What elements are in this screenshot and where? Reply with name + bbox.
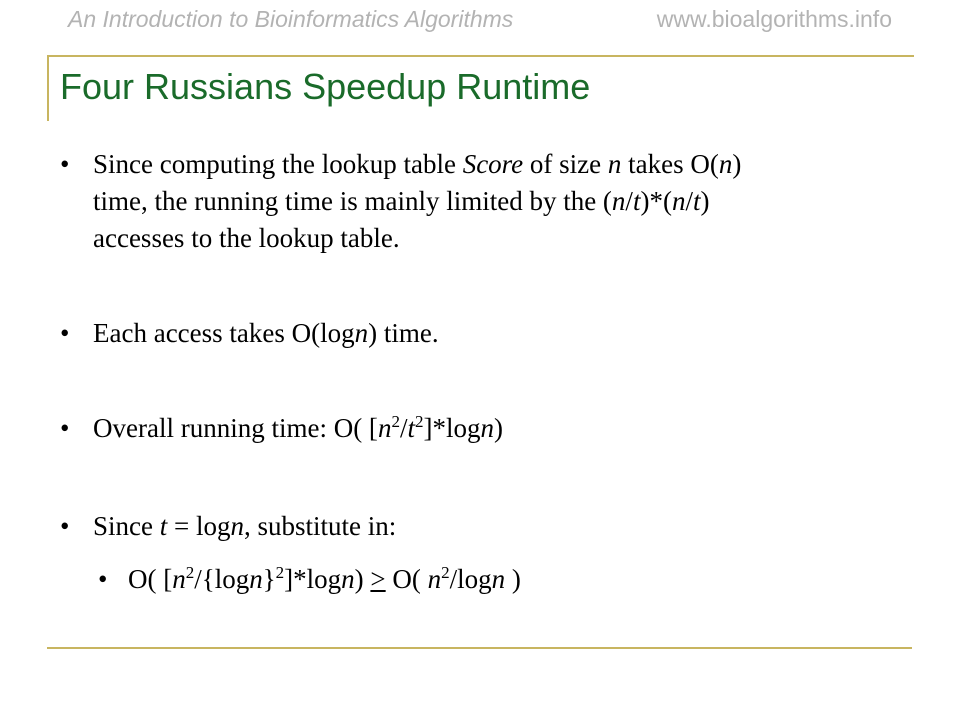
text-segment: ) time. [368, 318, 439, 348]
superscript: 2 [391, 412, 400, 431]
bullet-dot: • [60, 413, 70, 443]
text-segment: Since computing the lookup table [93, 149, 463, 179]
text-segment: } [262, 564, 276, 594]
text-segment: time, the running time is mainly limited by the ( [93, 186, 612, 216]
text-segment: accesses to the lookup table. [93, 223, 400, 253]
text-segment: of size [523, 149, 608, 179]
text-segment: ) [354, 564, 371, 594]
greater-equal-symbol: > [370, 564, 386, 594]
superscript: 2 [185, 563, 195, 582]
header-book-title: An Introduction to Bioinformatics Algorithms [68, 6, 514, 32]
text-segment: )*( [640, 186, 672, 216]
text-segment: ) [700, 186, 710, 216]
text-segment: ) [493, 413, 503, 443]
bullet-lookup-table [60, 146, 860, 257]
text-segment: / [625, 186, 633, 216]
bullet-dot: • [60, 149, 70, 179]
text-italic: n [354, 318, 369, 348]
text-italic: Score [462, 149, 524, 179]
slide-title: Four Russians Speedup Runtime [60, 66, 591, 107]
text-italic: n [671, 186, 686, 216]
text-italic: n [230, 511, 244, 541]
text-segment: O( [ [128, 564, 173, 594]
text-segment: O( [385, 564, 428, 594]
text-segment: /log [449, 564, 492, 594]
bullet-substitute [60, 508, 860, 545]
text-italic: n [341, 564, 355, 594]
bottom-divider [47, 647, 912, 649]
superscript: 2 [275, 563, 285, 582]
text-italic: n [377, 413, 392, 443]
text-segment: / [399, 413, 408, 443]
text-italic: n [607, 149, 622, 179]
text-segment: takes O( [621, 149, 719, 179]
bullet-dot: • [60, 511, 70, 541]
text-italic: n [480, 413, 494, 443]
text-italic: n [249, 564, 263, 594]
text-italic: t [407, 413, 415, 443]
text-segment: Each access takes O(log [93, 318, 355, 348]
header-website: www.bioalgorithms.info [656, 6, 892, 32]
text-segment: ]*log [423, 413, 481, 443]
text-italic: n [491, 564, 506, 594]
bullet-dot: • [60, 318, 70, 348]
bullet-overall-runtime [60, 410, 860, 450]
sub-bullet-result [98, 561, 860, 601]
superscript: 2 [414, 412, 424, 431]
text-segment: / [685, 186, 693, 216]
text-italic: n [427, 564, 442, 594]
text-segment: , substitute in: [244, 511, 397, 541]
text-italic: n [718, 149, 733, 179]
text-italic: n [611, 186, 626, 216]
text-segment: Overall running time: O( [ [93, 413, 378, 443]
text-italic: t [632, 186, 641, 216]
text-segment: ) [732, 149, 742, 179]
text-italic: t [159, 511, 168, 541]
bullet-dot: • [98, 564, 108, 594]
text-segment: = log [167, 511, 231, 541]
text-italic: n [172, 564, 186, 594]
text-segment: Since [93, 511, 160, 541]
slide-body [60, 146, 860, 601]
superscript: 2 [441, 563, 450, 582]
text-segment: /{log [194, 564, 250, 594]
bullet-access-time [60, 315, 860, 352]
text-italic: t [692, 186, 701, 216]
text-segment: ]*log [284, 564, 342, 594]
text-segment: ) [505, 564, 521, 594]
